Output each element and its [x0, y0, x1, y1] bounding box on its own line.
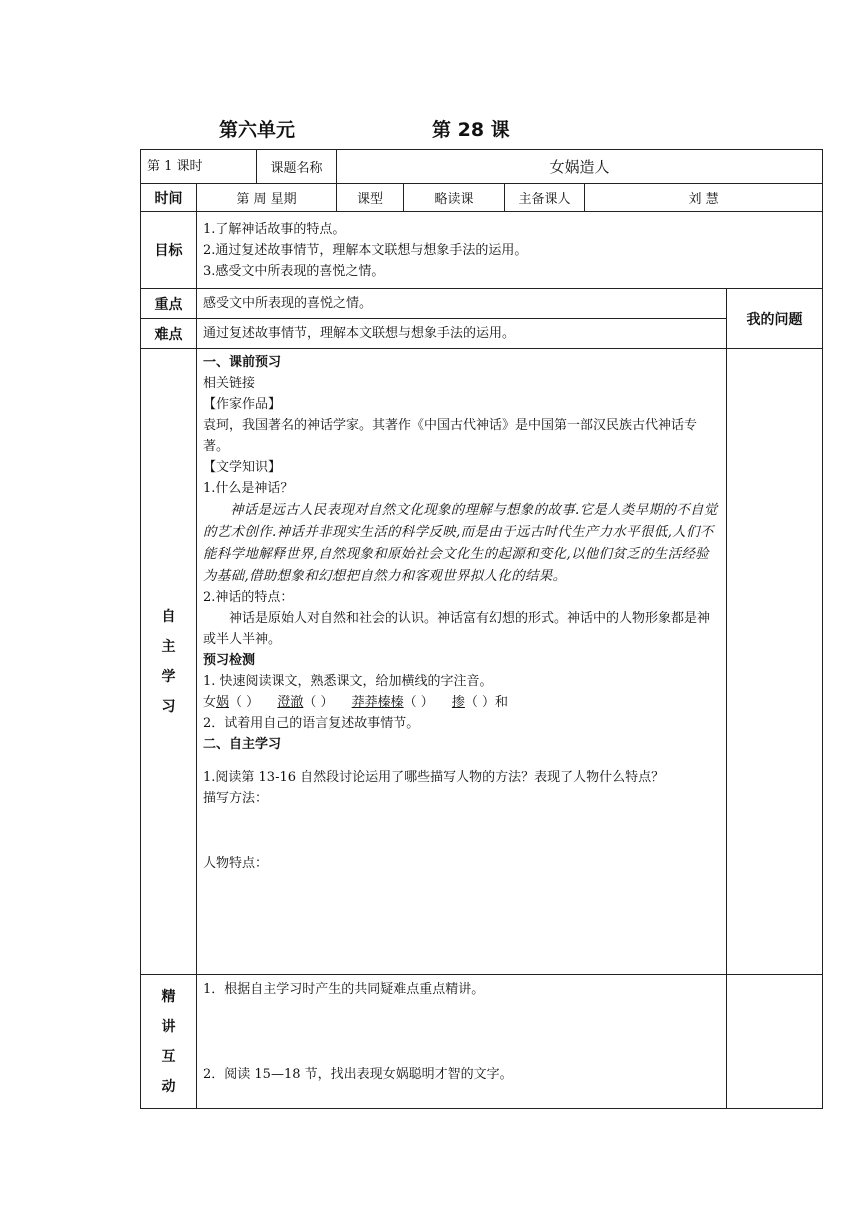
- pinyin-row: 女娲（ ） 澄澈（ ） 莽莽榛榛（ ） 掺（ ）和: [203, 695, 509, 710]
- underlined-word: 澄澈: [277, 695, 304, 710]
- lecture-item: 2．阅读 15—18 节，找出表现女娲聪明才智的文字。: [203, 1067, 513, 1082]
- goals-content: [197, 212, 823, 289]
- goal-item: 1.了解神话故事的特点。: [203, 221, 346, 237]
- difficult-label: 难点: [141, 319, 197, 349]
- lesson-plan-table: [140, 149, 823, 1109]
- goal-item: 3.感受文中所表现的喜悦之情。: [203, 263, 385, 279]
- time-value: 第 周 星期: [197, 184, 337, 212]
- literature-tag: 【文学知识】: [203, 460, 282, 475]
- row-difficult-point: [141, 319, 823, 349]
- question-column-cell: [727, 975, 823, 1109]
- row-lesson-title: [141, 150, 823, 184]
- row-lecture: [141, 975, 823, 1109]
- author-tag: 【作家作品】: [203, 397, 282, 412]
- myth-definition: 神话是远古人民表现对自然文化现象的理解与想象的故事.它是人类早期的不自觉的艺术创作.神话并非现实生活的科学反映,而是由于远古时代生产力水平很低,人们不能科学地解释世界,自然现象和原始社会文化生的起源和变化,以他们贫乏的生活经验为基础,借助想象和幻想把自然力和客观世界拟人化的结果。: [203, 502, 718, 584]
- method-prompt: 描写方法：: [203, 791, 269, 806]
- lesson-title: 第 28 课: [432, 119, 510, 141]
- self-study-label: 自 主 学 习: [141, 349, 197, 975]
- key-text: 感受文中所表现的喜悦之情。: [197, 289, 727, 319]
- underlined-word: 娲: [216, 695, 230, 710]
- period-cell: 第 1 课时: [141, 150, 257, 184]
- self-study-content: [197, 349, 727, 975]
- lecture-content: [197, 975, 727, 1109]
- question-what-is-myth: 1.什么是神话？: [203, 481, 294, 496]
- check-item: 1. 快速阅读课文，熟悉课文，给加横线的字注音。: [203, 674, 493, 689]
- trait-prompt: 人物特点：: [203, 856, 269, 871]
- difficult-text: 通过复述故事情节，理解本文联想与想象手法的运用。: [197, 319, 727, 349]
- question-column-cell: [727, 349, 823, 975]
- author-value: 刘 慧: [585, 184, 823, 212]
- lesson-name: 女娲造人: [337, 150, 823, 184]
- question-myth-features: 2.神话的特点：: [203, 590, 294, 605]
- goal-item: 2.通过复述故事情节，理解本文联想与想象手法的运用。: [203, 242, 528, 258]
- lecture-item: 1．根据自主学习时产生的共同疑难点重点精讲。: [203, 982, 485, 997]
- title-label: 课题名称: [257, 150, 337, 184]
- lecture-label: 精 讲 互 动: [141, 975, 197, 1109]
- underlined-word: 莽莽榛榛: [351, 695, 404, 710]
- key-label: 重点: [141, 289, 197, 319]
- underlined-word: 掺: [451, 695, 465, 710]
- my-questions-header: 我的问题: [727, 289, 823, 349]
- row-info: [141, 184, 823, 212]
- task-item: 1.阅读第 13-16 自然段讨论运用了哪些描写人物的方法？表现了人物什么特点？: [203, 770, 665, 785]
- section-heading: 二、自主学习: [203, 737, 282, 752]
- section-heading: 一、课前预习: [203, 355, 282, 370]
- author-intro: 袁珂，我国著名的神话学家。其著作《中国古代神话》是中国第一部汉民族古代神话专著。: [203, 418, 698, 454]
- myth-features: 神话是原始人对自然和社会的认识。神话富有幻想的形式。神话中的人物形象都是神或半人半神。: [203, 611, 711, 647]
- row-key-point: [141, 289, 823, 319]
- row-self-study: [141, 349, 823, 975]
- author-label: 主备课人: [505, 184, 585, 212]
- page-header: [0, 115, 860, 143]
- check-item: 2．试着用自己的语言复述故事情节。: [203, 716, 420, 731]
- type-label: 课型: [337, 184, 404, 212]
- goals-label: 目标: [141, 212, 197, 289]
- row-goals: [141, 212, 823, 289]
- type-value: 略读课: [404, 184, 505, 212]
- time-label: 时间: [141, 184, 197, 212]
- related-link: 相关链接: [203, 376, 256, 391]
- preview-check-heading: 预习检测: [203, 653, 256, 668]
- unit-title: 第六单元: [219, 119, 296, 141]
